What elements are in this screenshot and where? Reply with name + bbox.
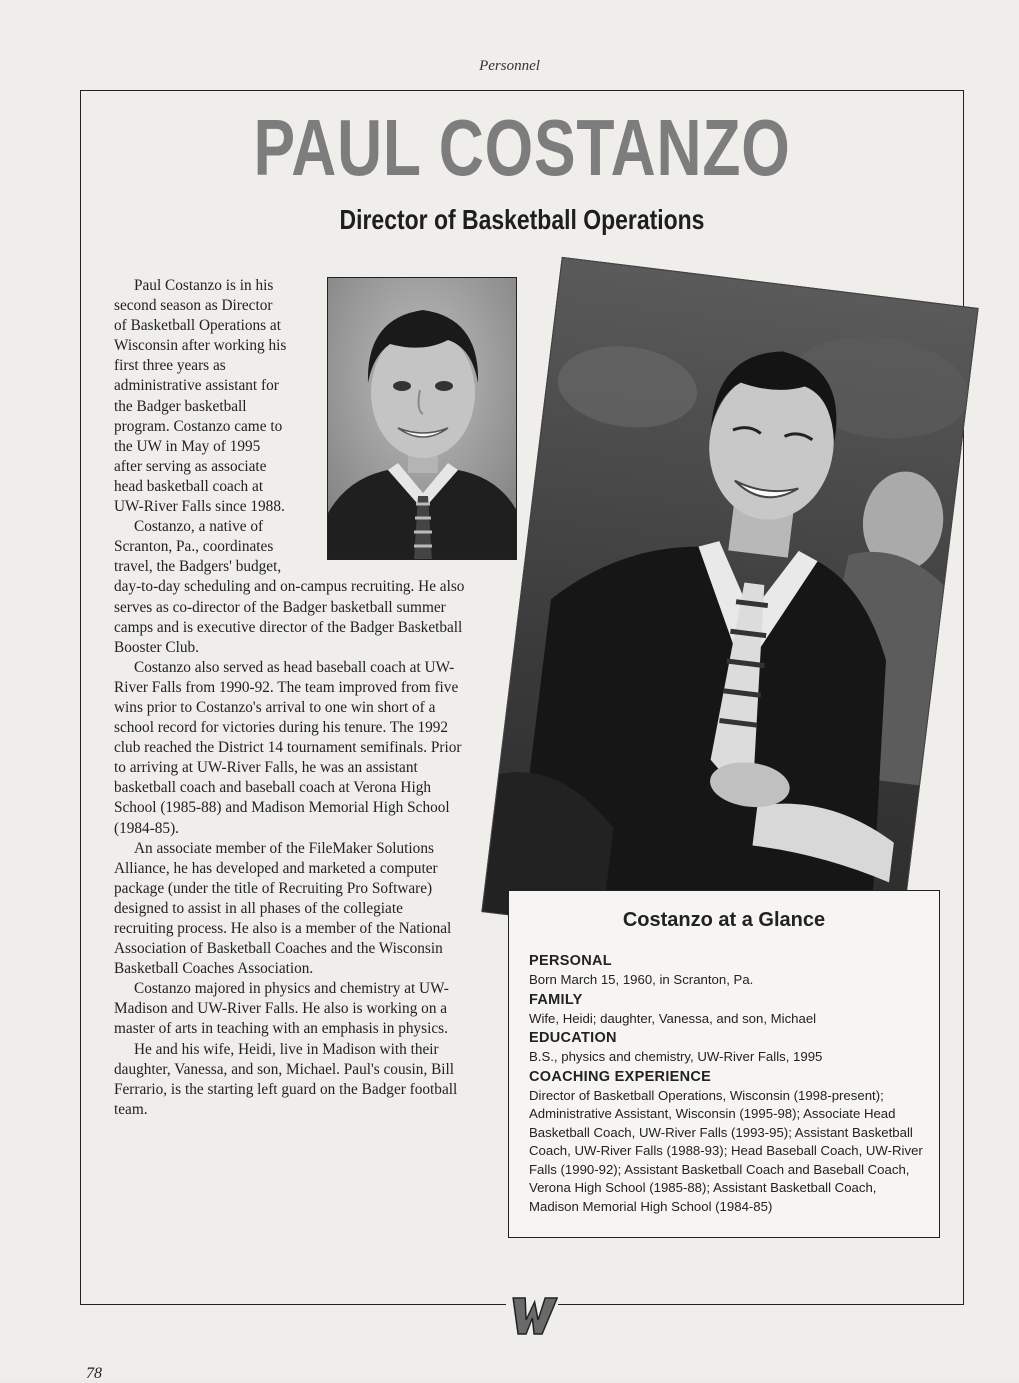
bio-paragraph: Costanzo also served as head baseball coach at UW-River Falls from 1990-92. The team improved from five wins prior to Costanzo's arrival to one win short of a school record for victories during his tenure. The 1992 club reached the District 14 tournament semifinals. Prior to arriving at UW-River Falls, he was an assistant basketball coach and baseball coach at Verona High School (1985-88) and Madison Memorial High School (1984-85).	[114, 658, 462, 837]
bio-paragraph: Costanzo, a native of Scranton, Pa., coordinates travel, the Badgers' budget, day-to-day scheduling and on-campus recruiting. He also serves as co-director of the Badger basketball summer camps and is executive director of the Badger Basketball Booster Club.	[114, 518, 465, 656]
glance-heading-education: EDUCATION	[529, 1030, 617, 1046]
glance-heading-family: FAMILY	[529, 991, 583, 1008]
bio-paragraph: He and his wife, Heidi, live in Madison with their daughter, Vanessa, and son, Michael. Paul's cousin, Bill Ferrario, is the starting left guard on the Badger football team.	[114, 1040, 458, 1118]
headshot-photo	[327, 277, 517, 560]
glance-heading-personal: PERSONAL	[529, 953, 612, 969]
glance-heading-coaching: COACHING EXPERIENCE	[529, 1068, 712, 1085]
motion-w-logo-icon	[506, 1292, 558, 1338]
section-header: Personnel	[479, 58, 540, 74]
glance-text-family: Wife, Heidi; daughter, Vanessa, and son, Michael	[529, 1010, 817, 1026]
glance-text-personal: Born March 15, 1960, in Scranton, Pa.	[529, 972, 754, 987]
glance-text-coaching: Director of Basketball Operations, Wisconsin (1998-present); Administrative Assistant, Wisconsin (1995-98); Associate Head Basketball Coach, UW-River Falls (1993-95); Assistant Basketball Coach, UW-River Falls (1988-93); Head Baseball Coach, UW-River Falls (1990-92); Assistant Basketball Coach and Baseball Coach, Verona High School (1985-88); Assistant Basketball Coach, Madison Memorial High School (1984-85)	[529, 1087, 923, 1214]
action-photo	[481, 257, 978, 963]
bio-paragraph: An associate member of the FileMaker Solutions Alliance, he has developed and marketed a computer package (under the title of Recruiting Pro Software) designed to assist in all phases of the collegiate recruiting process. He also is a member of the National Association of Basketball Coaches and the Wisconsin Basketball Coaches Association.	[114, 839, 452, 978]
glance-title: Costanzo at a Glance	[622, 909, 826, 931]
page-number: 78	[86, 1365, 102, 1382]
person-position: Director of Basketball Operations	[339, 204, 705, 235]
action-photo-illustration	[482, 258, 978, 963]
glance-box	[508, 890, 940, 1238]
glance-content	[529, 951, 929, 1216]
person-name: PAUL COSTANZO	[253, 103, 791, 192]
glance-text-education: B.S., physics and chemistry, UW-River Falls, 1995	[529, 1049, 823, 1064]
headshot-illustration	[328, 278, 517, 560]
bio-paragraph: Costanzo majored in physics and chemistry at UW-Madison and UW-River Falls. He also is working on a master of arts in teaching with an emphasis in physics.	[114, 980, 449, 1038]
bio-paragraph: Paul Costanzo is in his second season as Director of Basketball Operations at Wisconsin after working his first three years as administrative assistant for the Badger basketball program. Costanzo came to the UW in May of 1995 after serving as associate head basketball coach at UW-River Falls since 1988.	[114, 277, 287, 516]
